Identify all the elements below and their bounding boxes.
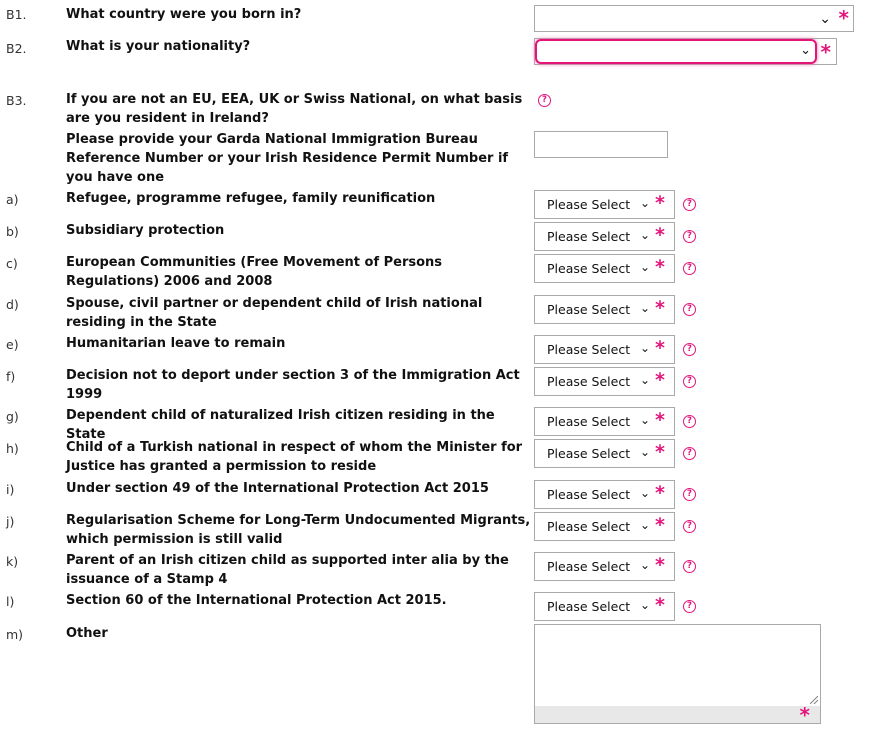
textarea-footer [535,706,820,723]
select-value: Please Select [547,229,631,244]
option-label: Decision not to deport under section 3 of the Immigration Act 1999 [66,368,520,402]
chevron-down-icon: ⌄ [819,11,831,27]
required-icon: * [820,40,831,64]
garda-question: Please provide your Garda National Immigration Bureau Reference Number or your Irish Residence Permit Number if you have one [66,132,509,185]
required-icon: * [655,409,665,431]
garda-reference-input[interactable] [534,131,668,158]
option-letter: k) [6,554,19,569]
required-icon: * [655,441,665,463]
option-letter: f) [6,369,16,384]
help-icon[interactable]: ? [683,343,696,356]
required-icon: * [655,514,665,536]
select-value: Please Select [547,261,631,276]
help-icon[interactable]: ? [683,520,696,533]
chevron-down-icon: ⌄ [640,598,651,612]
required-icon: * [655,482,665,504]
nationality-select[interactable] [535,39,817,64]
select-value: Please Select [547,197,631,212]
option-label: Section 60 of the International Protection Act 2015. [66,593,447,608]
chevron-down-icon: ⌄ [640,301,651,315]
option-label-other: Other [66,626,108,641]
required-icon: * [655,297,665,319]
option-label: Refugee, programme refugee, family reunification [66,191,436,206]
chevron-down-icon: ⌄ [800,43,811,58]
required-icon: * [655,594,665,616]
question-b2: What is your nationality? [66,39,251,54]
option-label: Humanitarian leave to remain [66,336,286,351]
option-letter: a) [6,192,19,207]
required-icon: * [655,369,665,391]
basis-select[interactable] [534,552,675,581]
required-icon: * [655,256,665,278]
option-label: Child of a Turkish national in respect of whom the Minister for Justice has granted a permission to reside [66,440,523,474]
option-letter: b) [6,224,19,239]
option-letter: e) [6,337,19,352]
help-icon[interactable]: ? [683,230,696,243]
required-icon: * [655,337,665,359]
chevron-down-icon: ⌄ [640,518,651,532]
basis-select[interactable] [534,190,675,219]
option-label: Spouse, civil partner or dependent child of Irish national residing in the State [66,296,483,330]
select-value: Please Select [547,374,631,389]
help-icon[interactable]: ? [683,600,696,613]
option-label: European Communities (Free Movement of Persons Regulations) 2006 and 2008 [66,255,443,289]
help-icon[interactable]: ? [683,560,696,573]
chevron-down-icon: ⌄ [640,341,651,355]
select-value: Please Select [547,599,631,614]
help-icon[interactable]: ? [683,303,696,316]
question-number-b2: B2. [6,41,27,56]
required-icon: * [655,554,665,576]
help-icon[interactable]: ? [683,415,696,428]
option-label: Under section 49 of the International Protection Act 2015 [66,481,489,496]
basis-select[interactable] [534,592,675,621]
select-value: Please Select [547,487,631,502]
basis-select[interactable] [534,480,675,509]
basis-select[interactable] [534,222,675,251]
option-letter-m: m) [6,627,24,642]
required-icon: * [799,703,810,727]
option-label: Parent of an Irish citizen child as supported inter alia by the issuance of a Stamp 4 [66,553,509,587]
help-icon[interactable]: ? [683,488,696,501]
option-letter: l) [6,594,15,609]
help-icon[interactable]: ? [683,198,696,211]
option-letter: h) [6,441,19,456]
chevron-down-icon: ⌄ [640,373,651,387]
country-of-birth-select[interactable] [534,5,854,32]
option-letter: c) [6,256,18,271]
chevron-down-icon: ⌄ [640,445,651,459]
select-value: Please Select [547,446,631,461]
chevron-down-icon: ⌄ [640,260,651,274]
option-letter: j) [6,514,15,529]
question-number-b1: B1. [6,7,27,22]
select-value: Please Select [547,519,631,534]
help-icon[interactable]: ? [538,94,551,107]
required-icon: * [655,192,665,214]
help-icon[interactable]: ? [683,375,696,388]
basis-select[interactable] [534,254,675,283]
option-letter: d) [6,297,19,312]
basis-select[interactable] [534,439,675,468]
help-icon[interactable]: ? [683,447,696,460]
chevron-down-icon: ⌄ [640,486,651,500]
question-number-b3: B3. [6,93,27,108]
basis-select[interactable] [534,367,675,396]
select-value: Please Select [547,559,631,574]
option-label: Subsidiary protection [66,223,225,238]
resize-handle-icon[interactable] [810,696,818,704]
option-label: Regularisation Scheme for Long-Term Undocumented Migrants, which permission is still valid [66,513,531,547]
basis-select[interactable] [534,295,675,324]
chevron-down-icon: ⌄ [640,413,651,427]
select-value: Please Select [547,302,631,317]
chevron-down-icon: ⌄ [640,558,651,572]
option-letter: i) [6,482,15,497]
basis-select[interactable] [534,335,675,364]
help-icon[interactable]: ? [683,262,696,275]
option-label: Dependent child of naturalized Irish citizen residing in the State [66,408,495,442]
chevron-down-icon: ⌄ [640,196,651,210]
required-icon: * [838,6,849,30]
select-value: Please Select [547,414,631,429]
basis-select[interactable] [534,407,675,436]
required-icon: * [655,224,665,246]
question-b3: If you are not an EU, EEA, UK or Swiss National, on what basis are you resident in Ireland? [66,92,523,126]
question-b1: What country were you born in? [66,7,302,22]
chevron-down-icon: ⌄ [640,228,651,242]
select-value: Please Select [547,342,631,357]
other-textarea[interactable] [534,624,821,727]
basis-select[interactable] [534,512,675,541]
option-letter: g) [6,409,19,424]
nationality-select-frame [534,38,837,65]
